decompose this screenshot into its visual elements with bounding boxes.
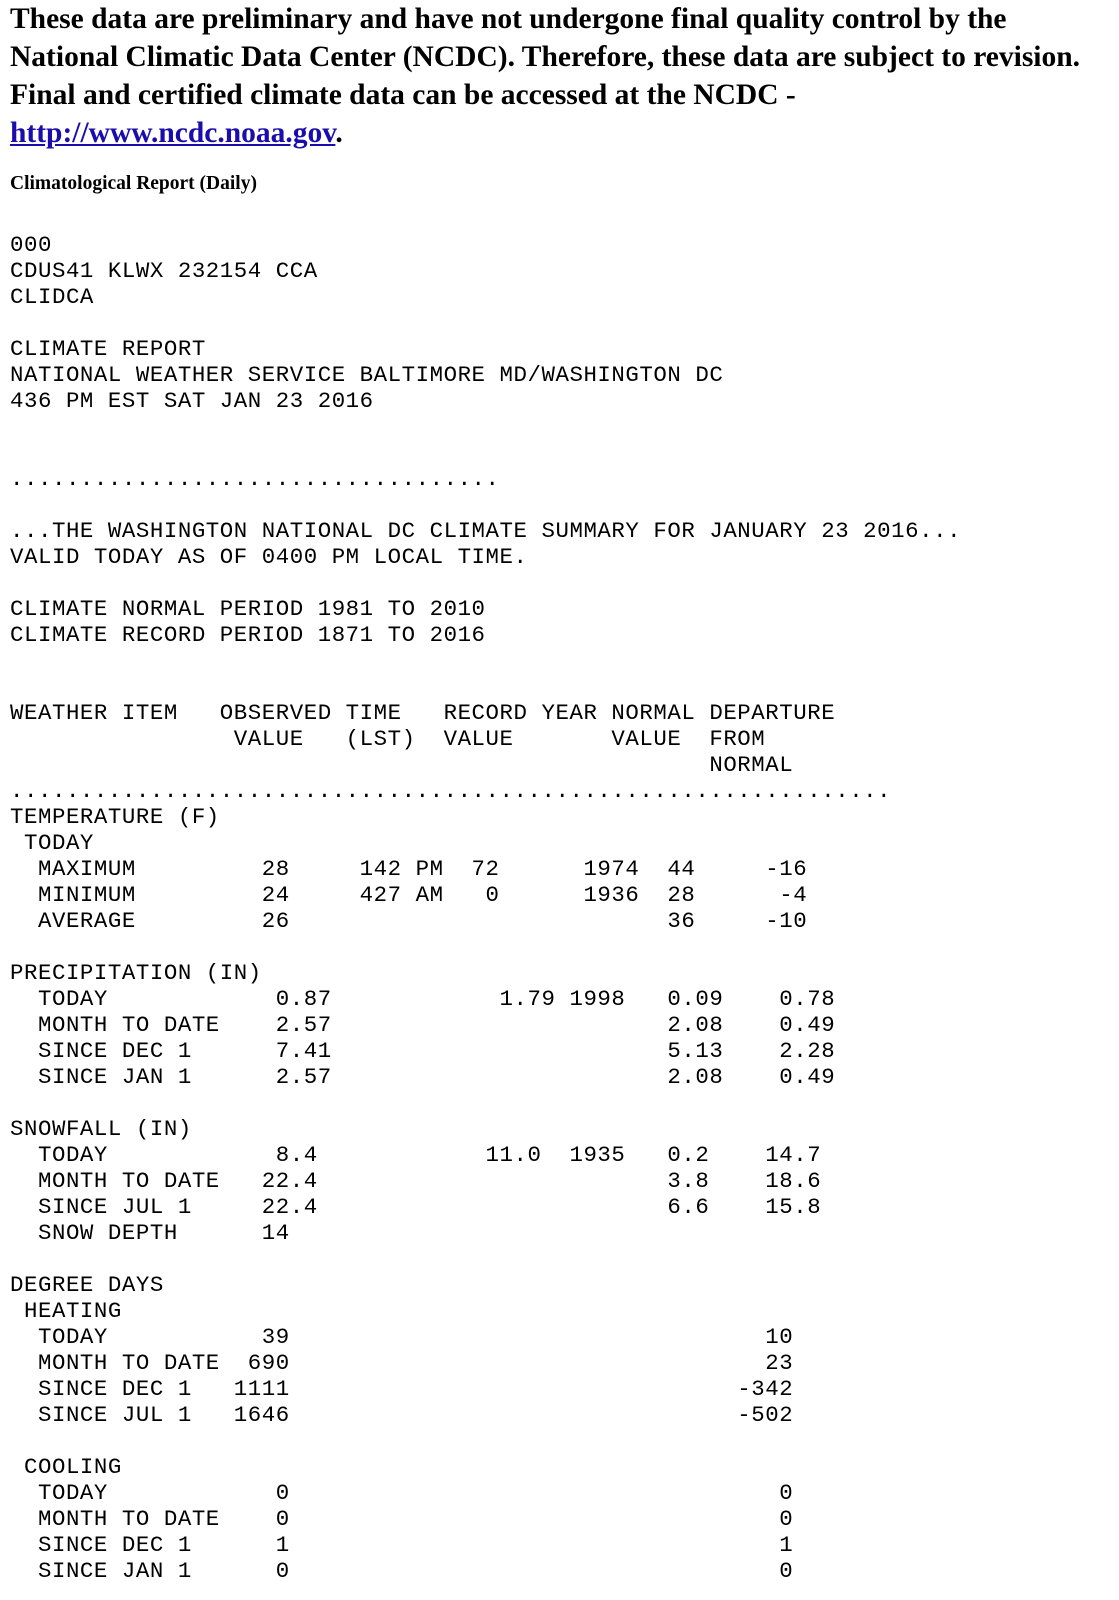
report-line: DEGREE DAYS [10, 1272, 164, 1298]
report-line: TODAY 8.4 11.0 1935 0.2 14.7 [10, 1142, 822, 1168]
report-line: TODAY 39 10 [10, 1324, 794, 1350]
report-line: ............................................................... [10, 778, 892, 804]
report-line [10, 492, 1109, 518]
report-line: MINIMUM 24 427 AM 0 1936 28 -4 [10, 882, 808, 908]
report-line: CLIMATE RECORD PERIOD 1871 TO 2016 [10, 622, 486, 648]
report-line: MONTH TO DATE 2.57 2.08 0.49 [10, 1012, 836, 1038]
report-line: SINCE JAN 1 2.57 2.08 0.49 [10, 1064, 836, 1090]
report-line [10, 310, 1109, 336]
report-line: SINCE JUL 1 22.4 6.6 15.8 [10, 1194, 822, 1220]
report-line [10, 648, 1109, 674]
report-line [10, 570, 1109, 596]
disclaimer-text: These data are preliminary and have not undergone final quality control by the National Climatic Data Center (NCDC). Therefore, these data are subject to revision. Final and certified climate data can be accessed at the NCDC - [10, 3, 1081, 111]
report-line: 000 [10, 232, 52, 258]
report-line: NORMAL [10, 752, 794, 778]
report-line: CLIDCA [10, 284, 94, 310]
report-line: HEATING [10, 1298, 122, 1324]
report-line: ................................... [10, 466, 500, 492]
report-line [10, 414, 1109, 440]
report-title: Climatological Report (Daily) [10, 173, 257, 194]
report-line: SINCE JUL 1 1646 -502 [10, 1402, 794, 1428]
ncdc-link[interactable]: http://www.ncdc.noaa.gov [10, 117, 336, 149]
report-line: TEMPERATURE (F) [10, 804, 220, 830]
report-line: MONTH TO DATE 690 23 [10, 1350, 794, 1376]
report-line: ...THE WASHINGTON NATIONAL DC CLIMATE SUMMARY FOR JANUARY 23 2016... [10, 518, 962, 544]
report-line [10, 674, 1109, 700]
climate-report [10, 232, 1109, 1584]
report-line: MONTH TO DATE 0 0 [10, 1506, 794, 1532]
disclaimer [10, 0, 1109, 152]
report-line [10, 440, 1109, 466]
report-line: NATIONAL WEATHER SERVICE BALTIMORE MD/WASHINGTON DC [10, 362, 724, 388]
report-line: TODAY [10, 830, 94, 856]
report-line: SNOW DEPTH 14 [10, 1220, 290, 1246]
report-line: WEATHER ITEM OBSERVED TIME RECORD YEAR NORMAL DEPARTURE [10, 700, 836, 726]
report-line: COOLING [10, 1454, 122, 1480]
report-line: VALID TODAY AS OF 0400 PM LOCAL TIME. [10, 544, 528, 570]
report-line: SINCE DEC 1 1111 -342 [10, 1376, 794, 1402]
report-line: SINCE DEC 1 1 1 [10, 1532, 794, 1558]
report-line: TODAY 0 0 [10, 1480, 794, 1506]
report-line [10, 1246, 1109, 1272]
report-line: VALUE (LST) VALUE VALUE FROM [10, 726, 766, 752]
report-line [10, 1428, 1109, 1454]
report-line: CDUS41 KLWX 232154 CCA [10, 258, 318, 284]
page-content [10, 0, 1109, 1584]
report-line: MAXIMUM 28 142 PM 72 1974 44 -16 [10, 856, 808, 882]
report-line: 436 PM EST SAT JAN 23 2016 [10, 388, 374, 414]
report-line: AVERAGE 26 36 -10 [10, 908, 808, 934]
report-line: CLIMATE NORMAL PERIOD 1981 TO 2010 [10, 596, 486, 622]
report-line: MONTH TO DATE 22.4 3.8 18.6 [10, 1168, 822, 1194]
report-line: CLIMATE REPORT [10, 336, 206, 362]
report-line: SINCE JAN 1 0 0 [10, 1558, 794, 1584]
report-line: TODAY 0.87 1.79 1998 0.09 0.78 [10, 986, 836, 1012]
report-line: SINCE DEC 1 7.41 5.13 2.28 [10, 1038, 836, 1064]
report-line: SNOWFALL (IN) [10, 1116, 192, 1142]
report-line [10, 934, 1109, 960]
report-line: PRECIPITATION (IN) [10, 960, 262, 986]
report-line [10, 1090, 1109, 1116]
disclaimer-trailing: . [335, 117, 343, 149]
